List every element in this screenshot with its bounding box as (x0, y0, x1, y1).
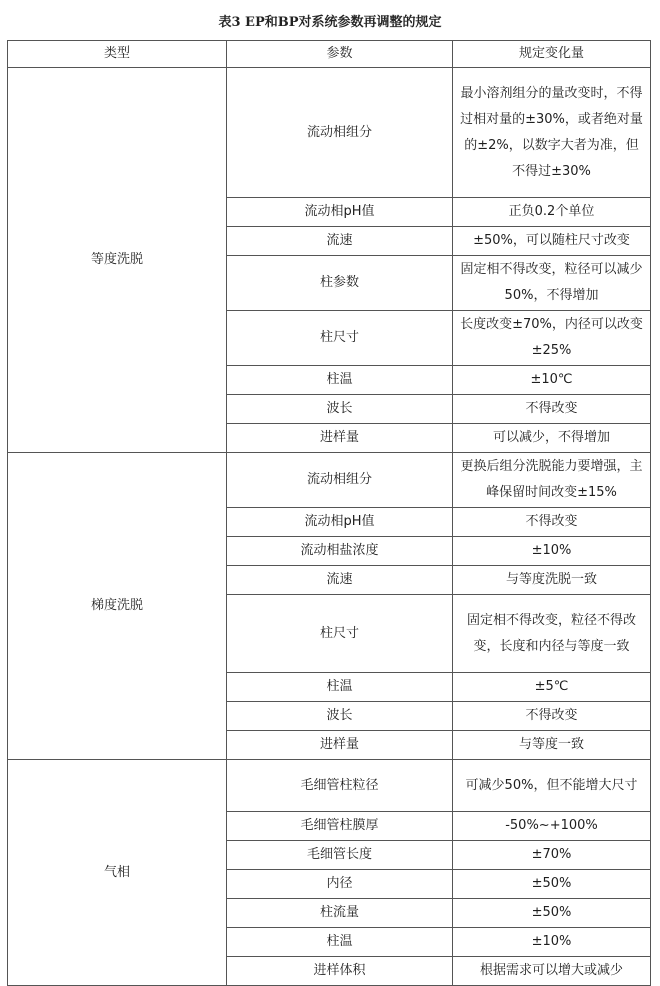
allowed-change-cell: 固定相不得改变，粒径不得改变，长度和内径与等度一致 (453, 595, 651, 673)
allowed-change-cell: 正负0.2个单位 (453, 198, 651, 227)
parameter-cell: 毛细管柱膜厚 (227, 812, 453, 841)
parameter-cell: 波长 (227, 702, 453, 731)
table-body (8, 68, 651, 986)
header-type: 类型 (8, 41, 227, 68)
parameter-cell: 柱温 (227, 673, 453, 702)
parameter-cell: 流动相pH值 (227, 198, 453, 227)
header-allowed-change: 规定变化量 (453, 41, 651, 68)
parameter-cell: 柱流量 (227, 899, 453, 928)
parameter-cell: 流速 (227, 566, 453, 595)
allowed-change-cell: 最小溶剂组分的量改变时，不得过相对量的±30%，或者绝对量的±2%，以数字大者为准，但不得过±30% (453, 68, 651, 198)
allowed-change-cell: 不得改变 (453, 508, 651, 537)
parameter-cell: 毛细管柱粒径 (227, 760, 453, 812)
allowed-change-cell: ±70% (453, 841, 651, 870)
type-cell: 气相 (8, 760, 227, 986)
type-cell: 等度洗脱 (8, 68, 227, 453)
type-cell: 梯度洗脱 (8, 453, 227, 760)
parameter-cell: 流动相组分 (227, 68, 453, 198)
parameter-cell: 柱温 (227, 928, 453, 957)
allowed-change-cell: ±50% (453, 899, 651, 928)
allowed-change-cell: 更换后组分洗脱能力要增强，主峰保留时间改变±15% (453, 453, 651, 508)
allowed-change-cell: 根据需求可以增大或减少 (453, 957, 651, 986)
table-row (8, 453, 651, 508)
parameter-cell: 进样体积 (227, 957, 453, 986)
header-parameter: 参数 (227, 41, 453, 68)
allowed-change-cell: 不得改变 (453, 395, 651, 424)
allowed-change-cell: 可以减少，不得增加 (453, 424, 651, 453)
parameter-cell: 流动相组分 (227, 453, 453, 508)
parameter-cell: 流动相盐浓度 (227, 537, 453, 566)
table-header (8, 41, 651, 68)
allowed-change-cell: 与等度一致 (453, 731, 651, 760)
allowed-change-cell: 与等度洗脱一致 (453, 566, 651, 595)
parameter-cell: 柱尺寸 (227, 311, 453, 366)
allowed-change-cell: ±50%，可以随柱尺寸改变 (453, 227, 651, 256)
allowed-change-cell: 长度改变±70%，内径可以改变±25% (453, 311, 651, 366)
table-row (8, 68, 651, 198)
parameter-cell: 柱温 (227, 366, 453, 395)
header-row (8, 41, 651, 68)
parameter-cell: 流动相pH值 (227, 508, 453, 537)
allowed-change-cell: 不得改变 (453, 702, 651, 731)
parameter-cell: 柱尺寸 (227, 595, 453, 673)
allowed-change-cell: -50%~+100% (453, 812, 651, 841)
table-row (8, 760, 651, 812)
allowed-change-cell: ±10% (453, 928, 651, 957)
parameter-cell: 毛细管长度 (227, 841, 453, 870)
parameter-cell: 柱参数 (227, 256, 453, 311)
parameter-cell: 波长 (227, 395, 453, 424)
system-parameter-table (7, 40, 651, 986)
parameter-cell: 流速 (227, 227, 453, 256)
parameter-cell: 内径 (227, 870, 453, 899)
allowed-change-cell: 可减少50%，但不能增大尺寸 (453, 760, 651, 812)
allowed-change-cell: ±10% (453, 537, 651, 566)
allowed-change-cell: 固定相不得改变，粒径可以减少50%，不得增加 (453, 256, 651, 311)
table-caption: 表3 EP和BP对系统参数再调整的规定 (218, 15, 442, 30)
parameter-cell: 进样量 (227, 424, 453, 453)
parameter-cell: 进样量 (227, 731, 453, 760)
allowed-change-cell: ±10℃ (453, 366, 651, 395)
allowed-change-cell: ±50% (453, 870, 651, 899)
allowed-change-cell: ±5℃ (453, 673, 651, 702)
